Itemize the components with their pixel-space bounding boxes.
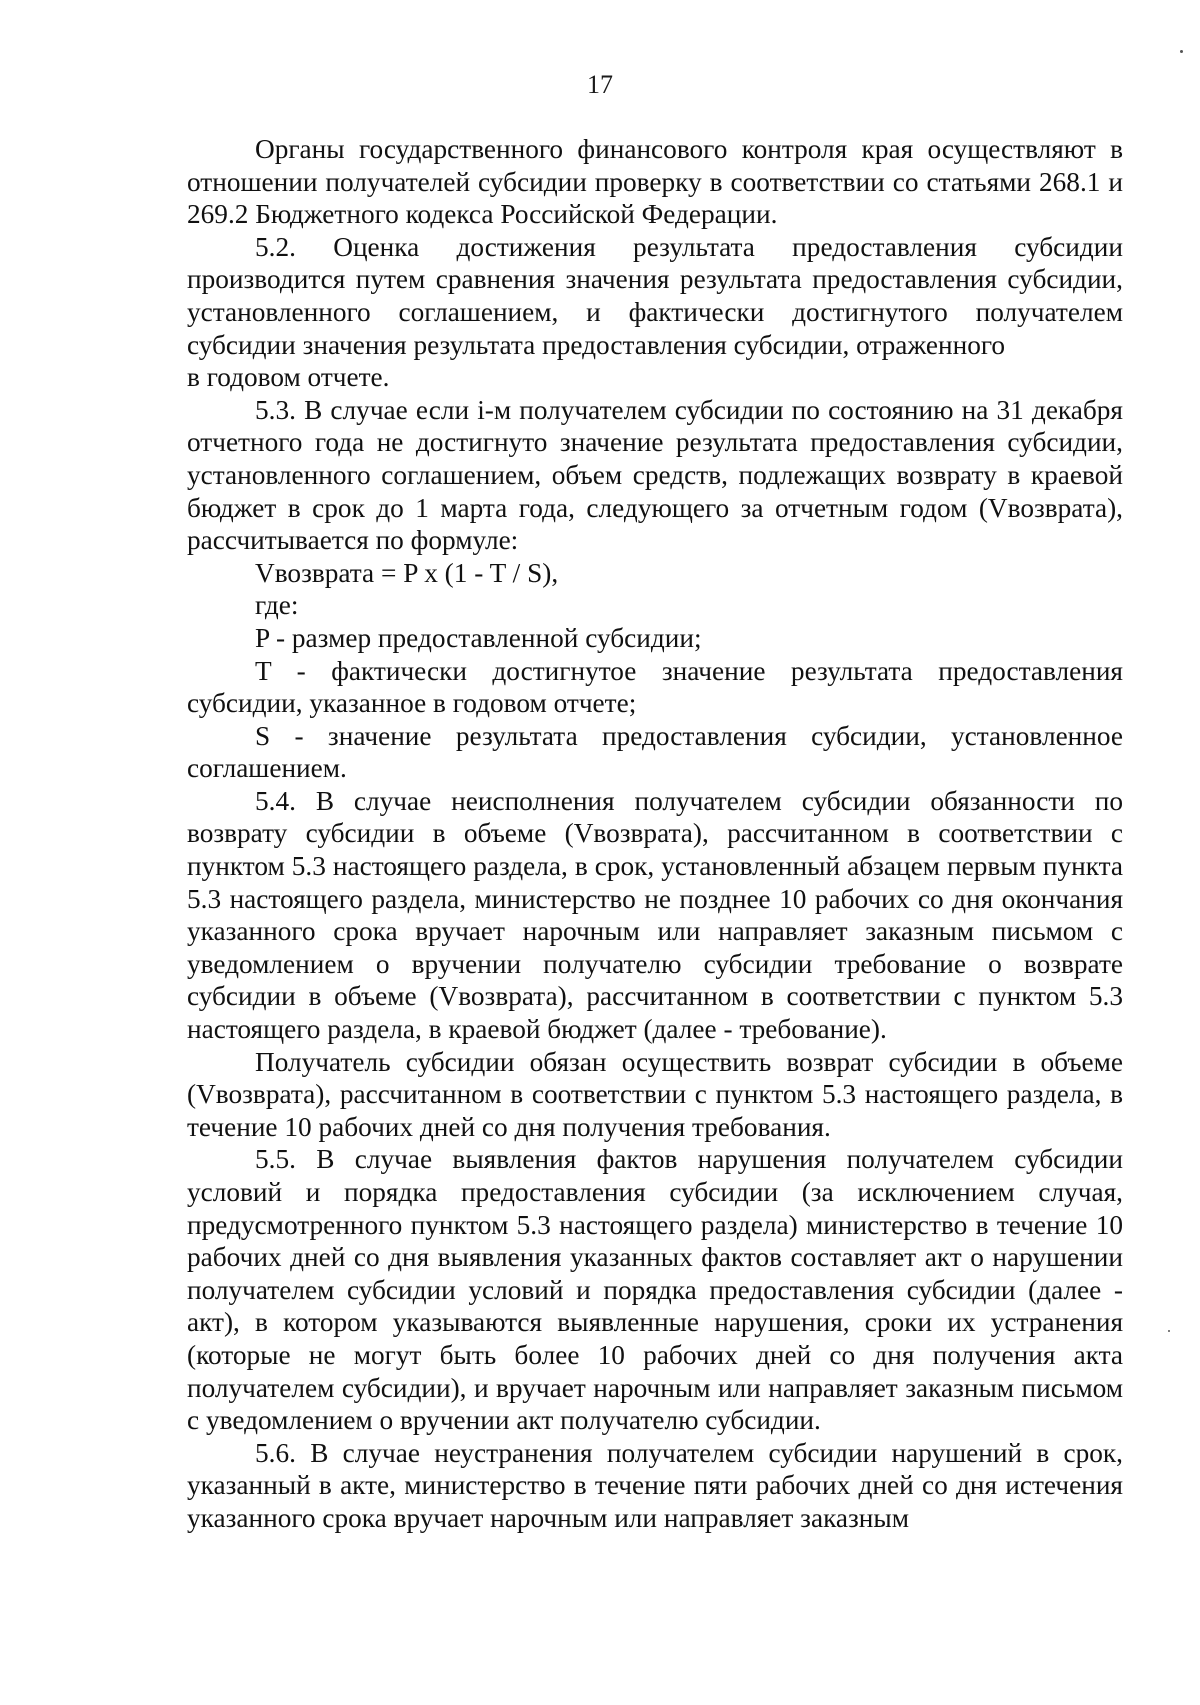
formula-definition-p: P - размер предоставленной субсидии; [255, 622, 702, 653]
paragraph-5-6: 5.6. В случае неустранения получателем субсидии нарушений в срок, указанный в акте, министерство в течение пяти рабочих дней со дня истечения указанного срока вручает нарочным или направляет заказным [187, 1437, 1123, 1533]
paragraph-5-2-continuation: в годовом отчете. [187, 362, 390, 393]
document-body [187, 133, 1123, 1535]
paragraph-5-2: 5.2. Оценка достижения результата предоставления субсидии производится путем сравнения значения результата предоставления субсидии, установленного соглашением, и фактически достигнутого получателем субсидии значения результата предоставления субсидии, отраженного [187, 231, 1123, 360]
paragraph-5-4: 5.4. В случае неисполнения получателем субсидии обязанности по возврату субсидии в объеме (Vвозврата), рассчитанном в соответствии с пунктом 5.3 настоящего раздела, в срок, установленный абзацем первым пункта 5.3 настоящего раздела, министерство не позднее 10 рабочих со дня окончания указанного срока вручает нарочным или направляет заказным письмом с уведомлением о вручении получателю субсидии требование о возврате субсидии в объеме (Vвозврата), рассчитанном в соответствии с пунктом 5.3 настоящего раздела, в краевой бюджет (далее - требование). [187, 785, 1123, 1045]
formula-line: Vвозврата = P x (1 - T / S), [255, 557, 559, 588]
formula-where: где: [255, 590, 299, 621]
paragraph-recipient-obligation: Получатель субсидии обязан осуществить возврат субсидии в объеме (Vвозврата), рассчитанном в соответствии с пунктом 5.3 настоящего раздела, в течение 10 рабочих дней со дня получения требования. [187, 1046, 1123, 1142]
page-number: 17 [587, 70, 613, 99]
paragraph-5-5: 5.5. В случае выявления фактов нарушения получателем субсидии условий и порядка предоставления субсидии (за исключением случая, предусмотренного пунктом 5.3 настоящего раздела) министерство в течение 10 рабочих дней со дня выявления указанных фактов составляет акт о нарушении получателем субсидии условий и порядка предоставления субсидии (далее - акт), в котором указываются выявленные нарушения, сроки их устранения (которые не могут быть более 10 рабочих дней со дня получения акта получателем субсидии), и вручает нарочным или направляет заказным письмом с уведомлением о вручении акт получателю субсидии. [187, 1144, 1123, 1436]
formula-definition-t: T - фактически достигнутое значение результата предоставления субсидии, указанное в годовом отчете; [187, 655, 1123, 719]
formula-definition-s: S - значение результата предоставления субсидии, установленное соглашением. [187, 720, 1123, 784]
paragraph-5-3: 5.3. В случае если i-м получателем субсидии по состоянию на 31 декабря отчетного года не достигнуто значение результата предоставления субсидии, установленного соглашением, объем средств, подлежащих возврату в краевой бюджет в срок до 1 марта года, следующего за отчетным годом (Vвозврата), рассчитывается по формуле: [187, 394, 1123, 556]
scan-speck [1180, 50, 1183, 53]
scan-speck [1168, 1330, 1170, 1332]
paragraph-control-bodies: Органы государственного финансового контроля края осуществляют в отношении получателей субсидии проверку в соответствии со статьями 268.1 и 269.2 Бюджетного кодекса Российской Федерации. [187, 134, 1123, 230]
